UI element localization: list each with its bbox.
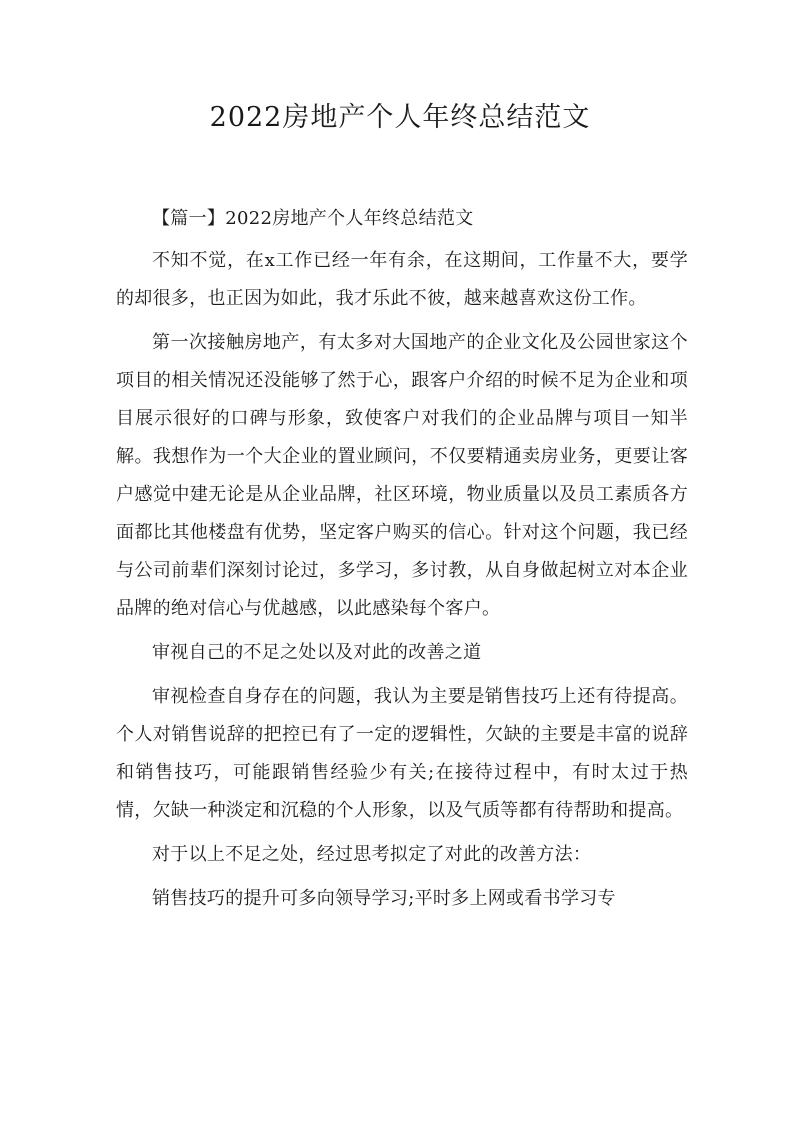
document-body [116,200,688,924]
paragraph-1: 不知不觉，在x工作已经一年有余，在这期间，工作量不大，要学的却很多，也正因为如此，我才乐此不彼，越来越喜欢这份工作。 [116,250,688,309]
paragraph-2: 第一次接触房地产，有太多对大国地产的企业文化及公园世家这个项目的相关情况还没能够了然于心，跟客户介绍的时候不足为企业和项目展示很好的口碑与形象，致使客户对我们的企业品牌与项目一知半解。我想作为一个大企业的置业顾问，不仅要精通卖房业务，更要让客户感觉中建无论是从企业品牌，社区环境，物业质量以及员工素质各方面都比其他楼盘有优势，坚定客户购买的信心。针对这个问题，我已经与公司前辈们深刻讨论过，多学习，多讨教，从自身做起树立对本企业品牌的绝对信心与优越感，以此感染每个客户。 [116,332,688,619]
document-title: 2022房地产个人年终总结范文 [209,102,591,133]
paragraph-5: 对于以上不足之处，经过思考拟定了对此的改善方法： [152,844,592,865]
paragraph-3: 审视自己的不足之处以及对此的改善之道 [152,642,482,663]
paragraph-6: 销售技巧的提升可多向领导学习;平时多上网或看书学习专 [152,888,616,909]
section-heading: 【篇一】2022房地产个人年终总结范文 [152,208,474,229]
paragraph-4: 审视检查自身存在的问题，我认为主要是销售技巧上还有待提高。个人对销售说辞的把控已有了一定的逻辑性，欠缺的主要是丰富的说辞和销售技巧，可能跟销售经验少有关;在接待过程中，有时太过于热情，欠缺一种淡定和沉稳的个人形象，以及气质等都有待帮助和提高。 [116,686,688,821]
